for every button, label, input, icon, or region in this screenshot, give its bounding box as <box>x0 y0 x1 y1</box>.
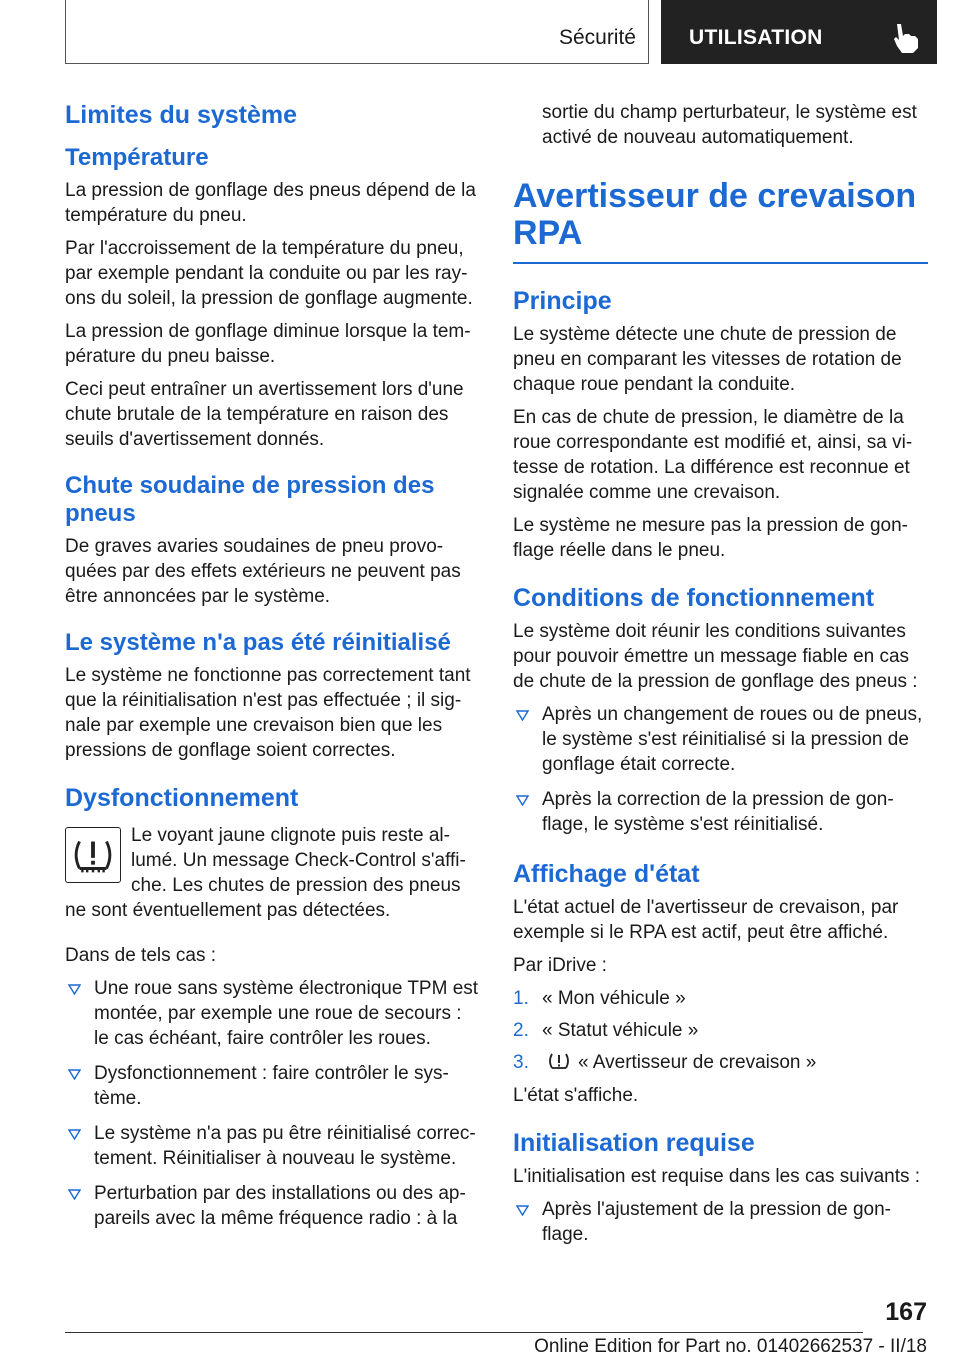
header-section-tab <box>65 0 649 64</box>
triangle-bullet-icon <box>516 1205 529 1216</box>
list-item: Après la correction de la pression de gonflage, le système s'est réinitialisé. <box>513 787 928 837</box>
page-number: 167 <box>885 1298 927 1326</box>
paragraph: De graves avaries soudaines de pneu provoquées par des effets extérieurs ne peuvent pas être annoncées par le système. <box>65 536 461 607</box>
paragraph: L'état s'affiche. <box>513 1085 639 1106</box>
heading-reinit: Le système n'a pas été réinitialisé <box>65 629 451 656</box>
paragraph: En cas de chute de pression, le diamètre de la roue correspondante est modifié et, ainsi, sa vitesse de rotation. La différence est reconnue et signalée comme une crevaison. <box>513 407 913 503</box>
list-item: Une roue sans système électronique TPM est montée, par exemple une roue de secours : le cas échéant, faire contrôler les roues. <box>65 976 480 1051</box>
paragraph: L'état actuel de l'avertisseur de crevaison, par exemple si le RPA est actif, peut être affiché. <box>513 897 899 943</box>
step-item: 1. « Mon véhicule » <box>513 988 686 1009</box>
triangle-bullet-icon <box>516 795 529 806</box>
paragraph: Le système ne mesure pas la pression de gonflage réelle dans le pneu. <box>513 515 908 561</box>
header-chapter-tab <box>661 0 937 64</box>
left-column <box>65 100 480 1241</box>
heading-principe: Principe <box>513 287 612 315</box>
list-item: Perturbation par des installations ou des appareils avec la même fréquence radio : à la <box>65 1181 480 1231</box>
triangle-bullet-icon <box>516 710 529 721</box>
header-section-title: Sécurité <box>558 26 636 49</box>
paragraph: Par iDrive : <box>513 955 607 976</box>
triangle-bullet-icon <box>68 1069 81 1080</box>
footer-edition: Online Edition for Part no. 01402662537 - II/18 <box>534 1336 927 1357</box>
heading-etat: Affichage d'état <box>513 860 700 888</box>
paragraph: Le système détecte une chute de pression de pneu en comparant les vitesses de rotation de chaque roue pendant la conduite. <box>513 324 902 395</box>
tire-pressure-icon <box>546 1051 572 1071</box>
right-column <box>513 100 928 1257</box>
heading-temperature: Température <box>65 144 209 171</box>
paragraph: Le système doit réunir les conditions suivantes pour pouvoir émettre un message fiable en cas de chute de la pression de gonflage des pneus : <box>513 621 918 692</box>
paragraph: Ceci peut entraîner un avertissement lors d'une chute brutale de la température en raison des seuils d'avertissement donnés. <box>65 379 464 450</box>
heading-limits: Limites du système <box>65 101 298 129</box>
paragraph: La pression de gonflage diminue lorsque la température du pneu baisse. <box>65 321 471 367</box>
list-item: Après un changement de roues ou de pneus, le système s'est réinitialisé si la pression de gonflage était correcte. <box>513 702 928 777</box>
idrive-steps <box>513 986 928 1075</box>
pointing-hand-icon <box>891 22 921 54</box>
paragraph: L'initialisation est requise dans les cas suivants : <box>513 1166 921 1187</box>
heading-chute: Chute soudaine de pression des pneus <box>65 472 435 527</box>
triangle-bullet-icon <box>68 1189 81 1200</box>
init-list <box>513 1197 928 1247</box>
cases-list <box>65 976 480 1231</box>
heading-rpa: Avertisseur de crevaison RPA <box>513 177 917 252</box>
continued-list <box>513 100 928 150</box>
heading-init: Initialisation requise <box>513 1129 755 1157</box>
paragraph: Le système ne fonctionne pas correctement tant que la réinitialisation n'est pas effectuée ; il signale par exemple une crevaison bien que les pressions de gonflage soient correctes. <box>65 665 471 761</box>
heading-conditions: Conditions de fonctionnement <box>513 584 875 612</box>
tire-pressure-warning-icon <box>65 827 121 883</box>
step-item: 3. « Avertisseur de crevaison » <box>513 1052 817 1073</box>
triangle-bullet-icon <box>68 1129 81 1140</box>
list-item: Le système n'a pas pu être réinitialisé correctement. Réinitialiser à nouveau le système. <box>65 1121 480 1171</box>
step-item: 2. « Statut véhicule » <box>513 1020 699 1041</box>
conditions-list <box>513 702 928 837</box>
paragraph: La pression de gonflage des pneus dépend de la température du pneu. <box>65 180 476 226</box>
list-item-continued: sortie du champ perturbateur, le système est activé de nouveau automatiquement. <box>542 102 917 148</box>
heading-rule <box>513 262 928 264</box>
triangle-bullet-icon <box>68 984 81 995</box>
paragraph: Dans de tels cas : <box>65 945 217 966</box>
warning-block <box>65 823 480 923</box>
heading-dysfonctionnement: Dysfonctionnement <box>65 784 299 812</box>
footer-rule <box>65 1332 863 1333</box>
list-item: Dysfonctionnement : faire contrôler le système. <box>65 1061 480 1111</box>
paragraph: Par l'accroissement de la température du pneu, par exemple pendant la conduite ou par les rayons du soleil, la pression de gonflage augmente. <box>65 238 473 309</box>
paragraph: Le voyant jaune clignote puis reste allumé. Un message Check-Control s'affiche. Les chutes de pression des pneus ne sont éventuellement pas détectées. <box>65 825 466 921</box>
list-item: Après l'ajustement de la pression de gonflage. <box>513 1197 928 1247</box>
header-chapter-title: UTILISATION <box>689 26 823 49</box>
